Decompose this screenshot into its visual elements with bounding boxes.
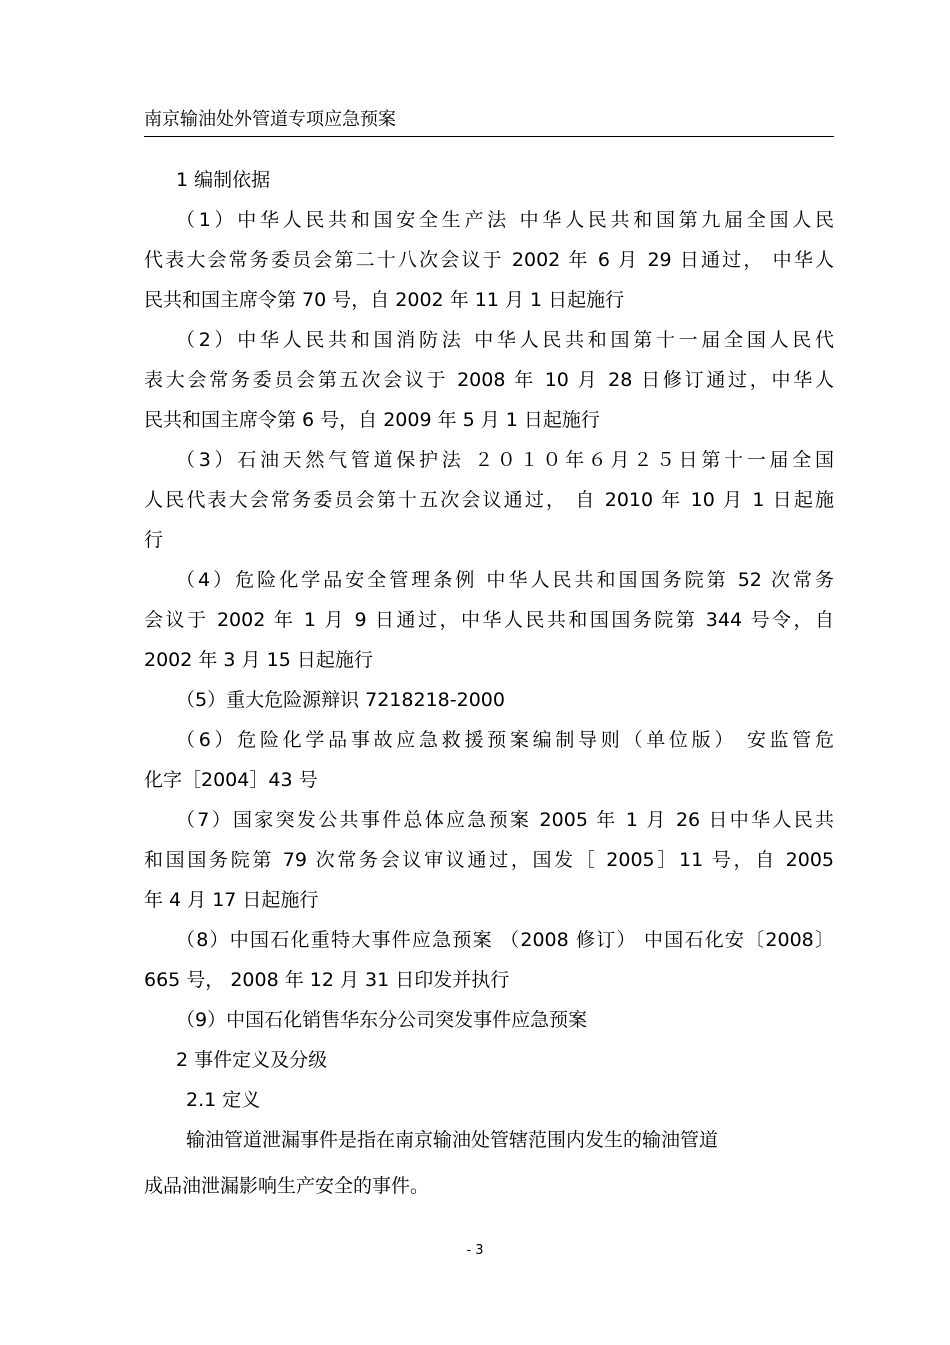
body-line: 代表大会常务委员会第二十八次会议于 2002 年 6 月 29 日通过， 中华人 bbox=[144, 249, 834, 271]
body-line: （7）国家突发公共事件总体应急预案 2005 年 1 月 26 日中华人民共 bbox=[176, 809, 834, 831]
body-line: 会议于 2002 年 1 月 9 日通过，中华人民共和国国务院第 344 号令，自 bbox=[144, 609, 834, 631]
body-line: 2002 年 3 月 15 日起施行 bbox=[144, 649, 373, 671]
body-line: （2）中华人民共和国消防法 中华人民共和国第十一届全国人民代 bbox=[176, 329, 834, 351]
body-line: （6）危险化学品事故应急救援预案编制导则（单位版） 安监管危 bbox=[176, 729, 834, 751]
body-line: （8）中国石化重特大事件应急预案 （2008 修订） 中国石化安〔2008〕 bbox=[176, 929, 834, 951]
body-line: 665 号， 2008 年 12 月 31 日印发并执行 bbox=[144, 969, 510, 991]
body-line: 年 4 月 17 日起施行 bbox=[144, 889, 319, 911]
document-title: 南京输油处外管道专项应急预案 bbox=[144, 109, 396, 130]
page-number: - 3 bbox=[466, 1243, 484, 1258]
body-line: （9）中国石化销售华东分公司突发事件应急预案 bbox=[176, 1009, 588, 1031]
section-heading: 2 事件定义及分级 bbox=[176, 1049, 328, 1071]
section-heading: 1 编制依据 bbox=[176, 169, 271, 191]
body-line: （1）中华人民共和国安全生产法 中华人民共和国第九届全国人民 bbox=[176, 209, 834, 231]
body-line: 化字［2004］43 号 bbox=[144, 769, 318, 791]
body-line: 行 bbox=[144, 529, 164, 551]
body-line: （5）重大危险源辩识 7218218-2000 bbox=[176, 689, 505, 711]
body-line: 人民代表大会常务委员会第十五次会议通过， 自 2010 年 10 月 1 日起施 bbox=[144, 489, 834, 511]
page-header bbox=[144, 106, 834, 137]
body-line: 民共和国主席令第 70 号，自 2002 年 11 月 1 日起施行 bbox=[144, 289, 625, 311]
subsection-heading: 2.1 定义 bbox=[186, 1089, 261, 1111]
document-body bbox=[144, 160, 834, 1212]
body-line: 和国国务院第 79 次常务会议审议通过，国发［ 2005］11 号，自 2005 bbox=[144, 849, 834, 871]
body-line: 成品油泄漏影响生产安全的事件。 bbox=[144, 1175, 430, 1197]
body-line: （3）石油天然气管道保护法 ２０１０年６月２５日第十一届全国 bbox=[176, 449, 834, 471]
body-line: 民共和国主席令第 6 号，自 2009 年 5 月 1 日起施行 bbox=[144, 409, 600, 431]
body-line: （4）危险化学品安全管理条例 中华人民共和国国务院第 52 次常务 bbox=[176, 569, 834, 591]
body-line: 表大会常务委员会第五次会议于 2008 年 10 月 28 日修订通过，中华人 bbox=[144, 369, 834, 391]
body-line: 输油管道泄漏事件是指在南京输油处管辖范围内发生的输油管道 bbox=[186, 1129, 719, 1151]
